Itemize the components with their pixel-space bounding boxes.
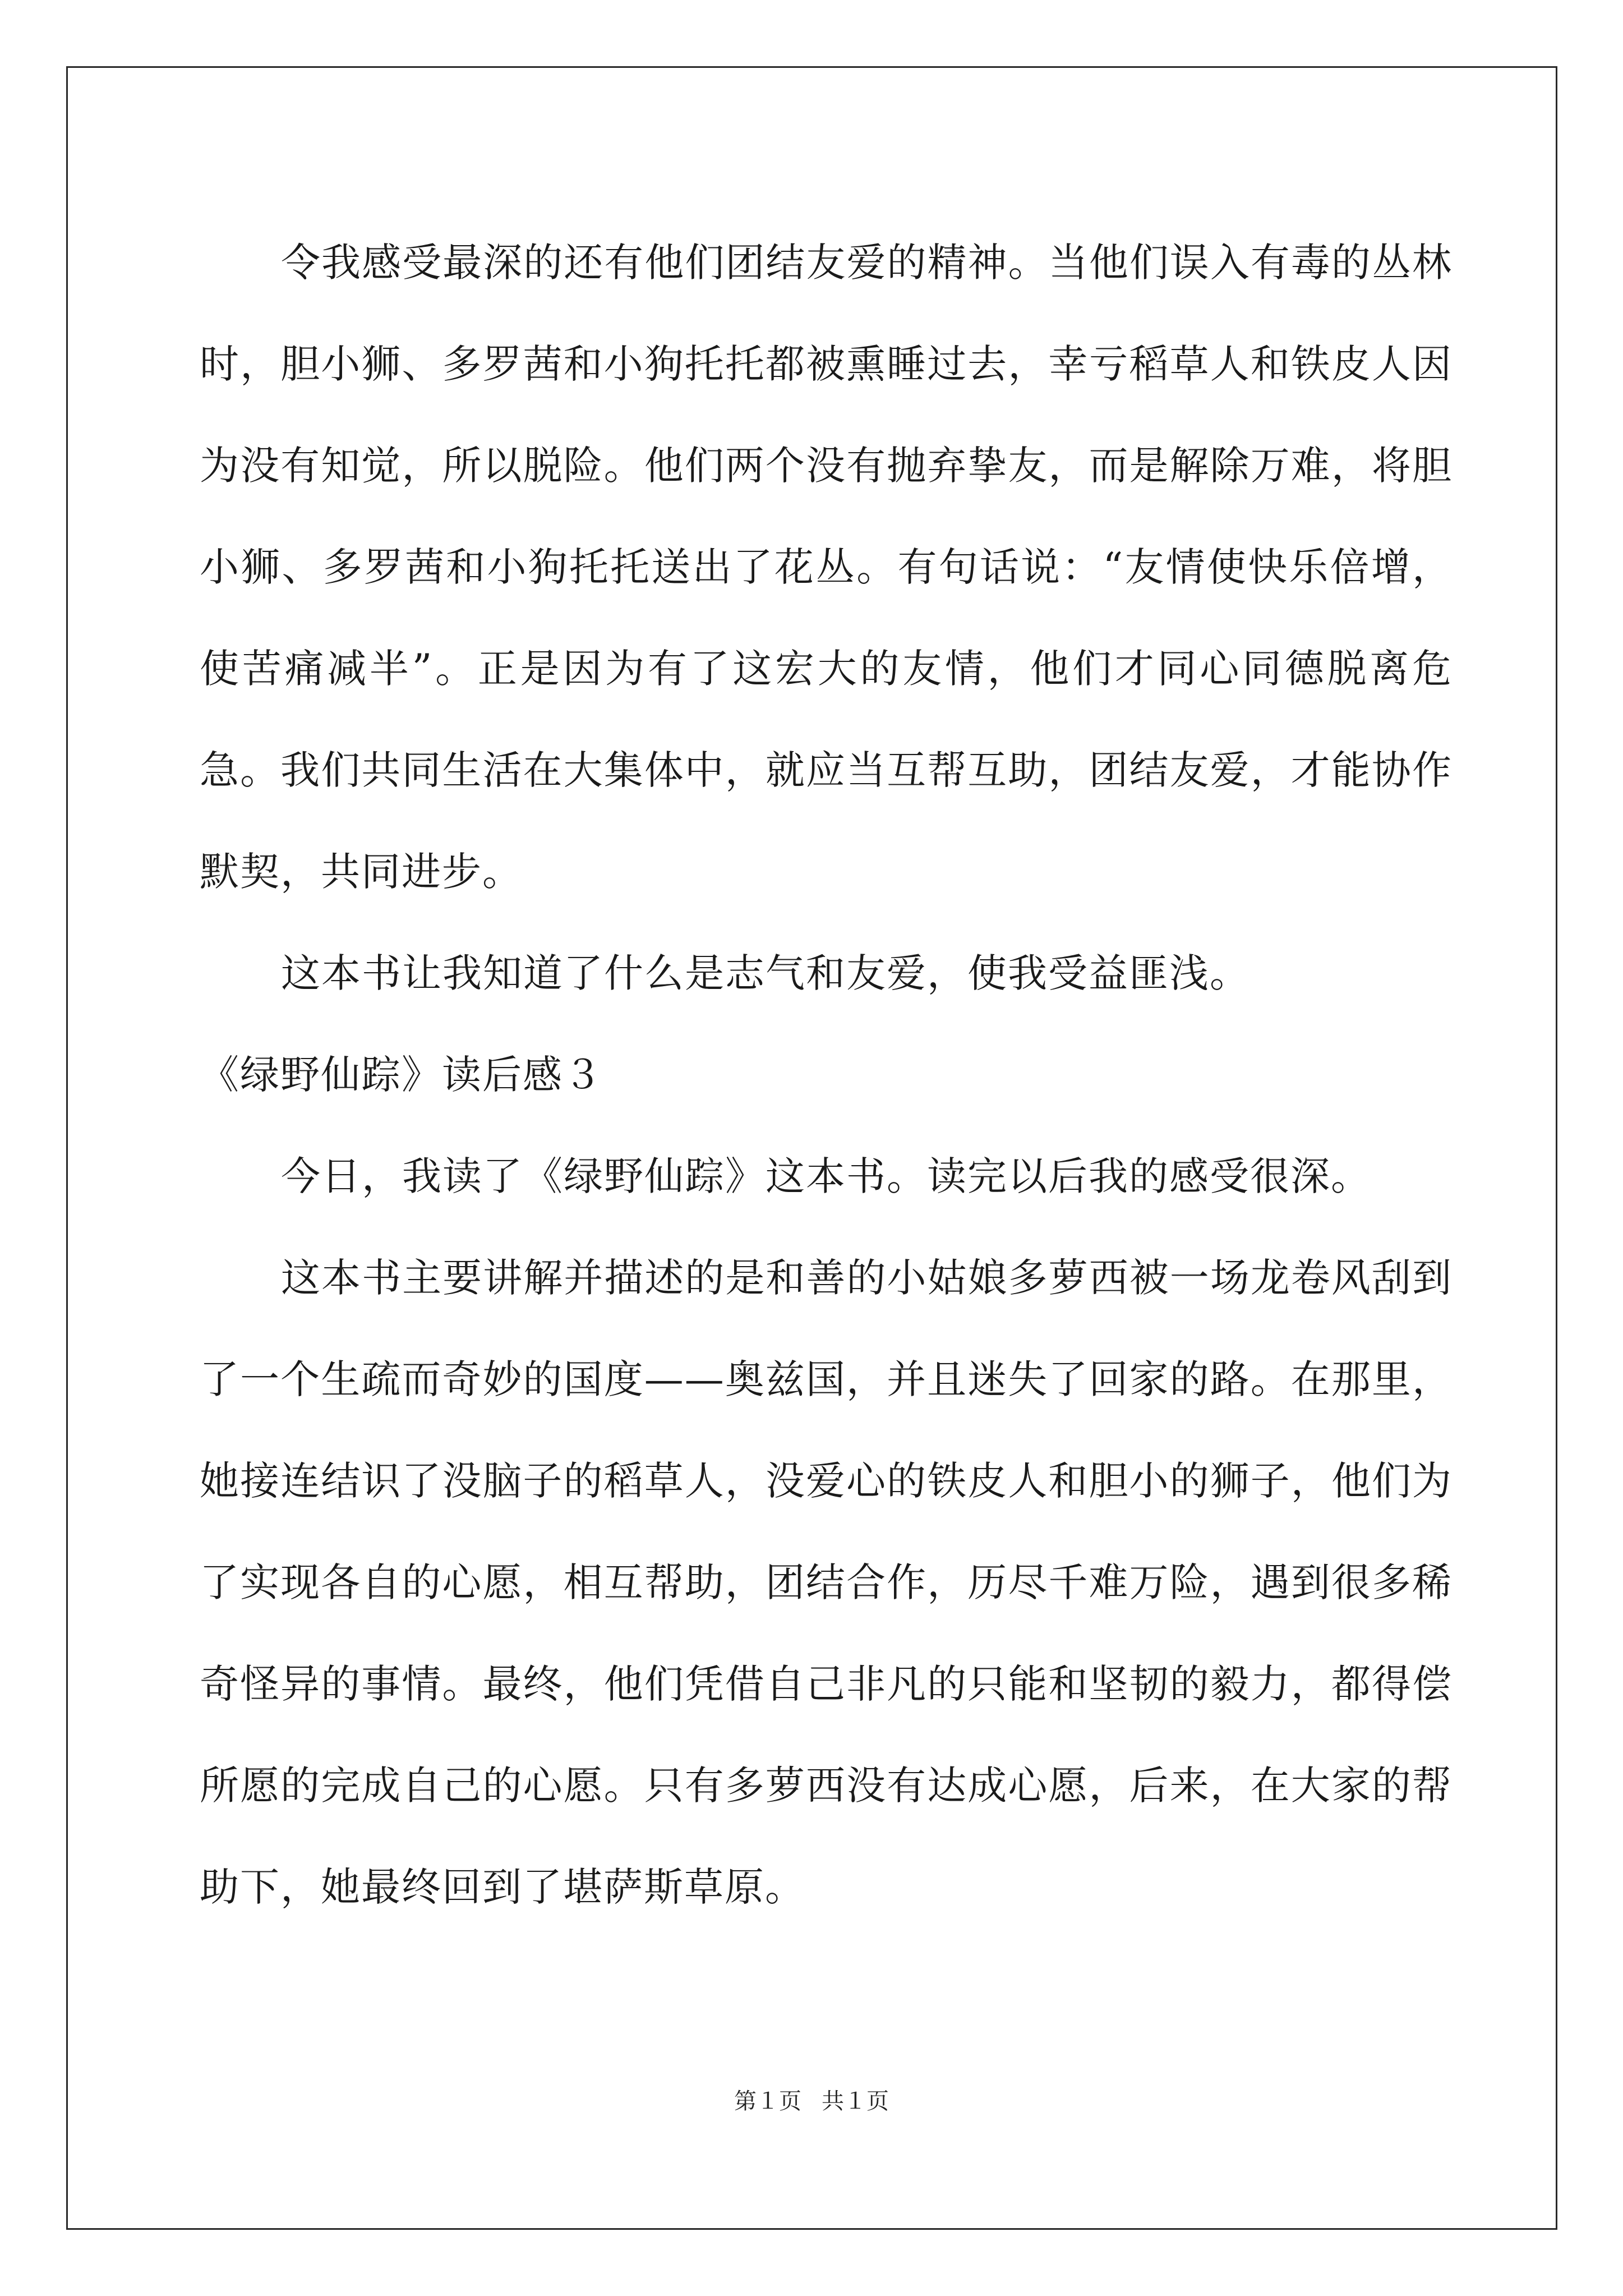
document-body <box>200 212 1453 1938</box>
paragraph-summary: 这本书主要讲解并描述的是和善的小姑娘多萝西被一场龙卷风刮到了一个生疏而奇妙的国度——奥兹国，并且迷失了回家的路。在那里，她接连结识了没脑子的稻草人，没爱心的铁皮人和胆小的狮子，他们为了实现各自的心愿，相互帮助，团结合作，历尽千难万险，遇到很多稀奇怪异的事情。最终，他们凭借自己非凡的只能和坚韧的毅力，都得偿所愿的完成自己的心愿。只有多萝西没有达成心愿，后来，在大家的帮助下，她最终回到了堪萨斯草原。 <box>200 1255 1453 1910</box>
page-number: 第１页 <box>734 2088 801 2114</box>
paragraph-intro: 今日，我读了《绿野仙踪》这本书。读完以后我的感受很深。 <box>281 1153 1371 1199</box>
section-heading: 《绿野仙踪》读后感３ <box>200 1052 603 1098</box>
paragraph-conclusion: 这本书让我知道了什么是志气和友爱，使我受益匪浅。 <box>281 950 1250 996</box>
page-total: 共１页 <box>822 2088 889 2114</box>
paragraph-friendship: 令我感受最深的还有他们团结友爱的精神。当他们误入有毒的丛林时，胆小狮、多罗茜和小狗托托都被熏睡过去，幸亏稻草人和铁皮人因为没有知觉，所以脱险。他们两个没有抛弃挚友，而是解除万难，将胆小狮、多罗茜和小狗托托送出了花丛。有句话说：“友情使快乐倍增，使苦痛减半”。正是因为有了这宏大的友情，他们才同心同德脱离危急。我们共同生活在大集体中，就应当互帮互助，团结友爱，才能协作默契，共同进步。 <box>200 240 1453 895</box>
page-footer <box>0 2085 1623 2118</box>
